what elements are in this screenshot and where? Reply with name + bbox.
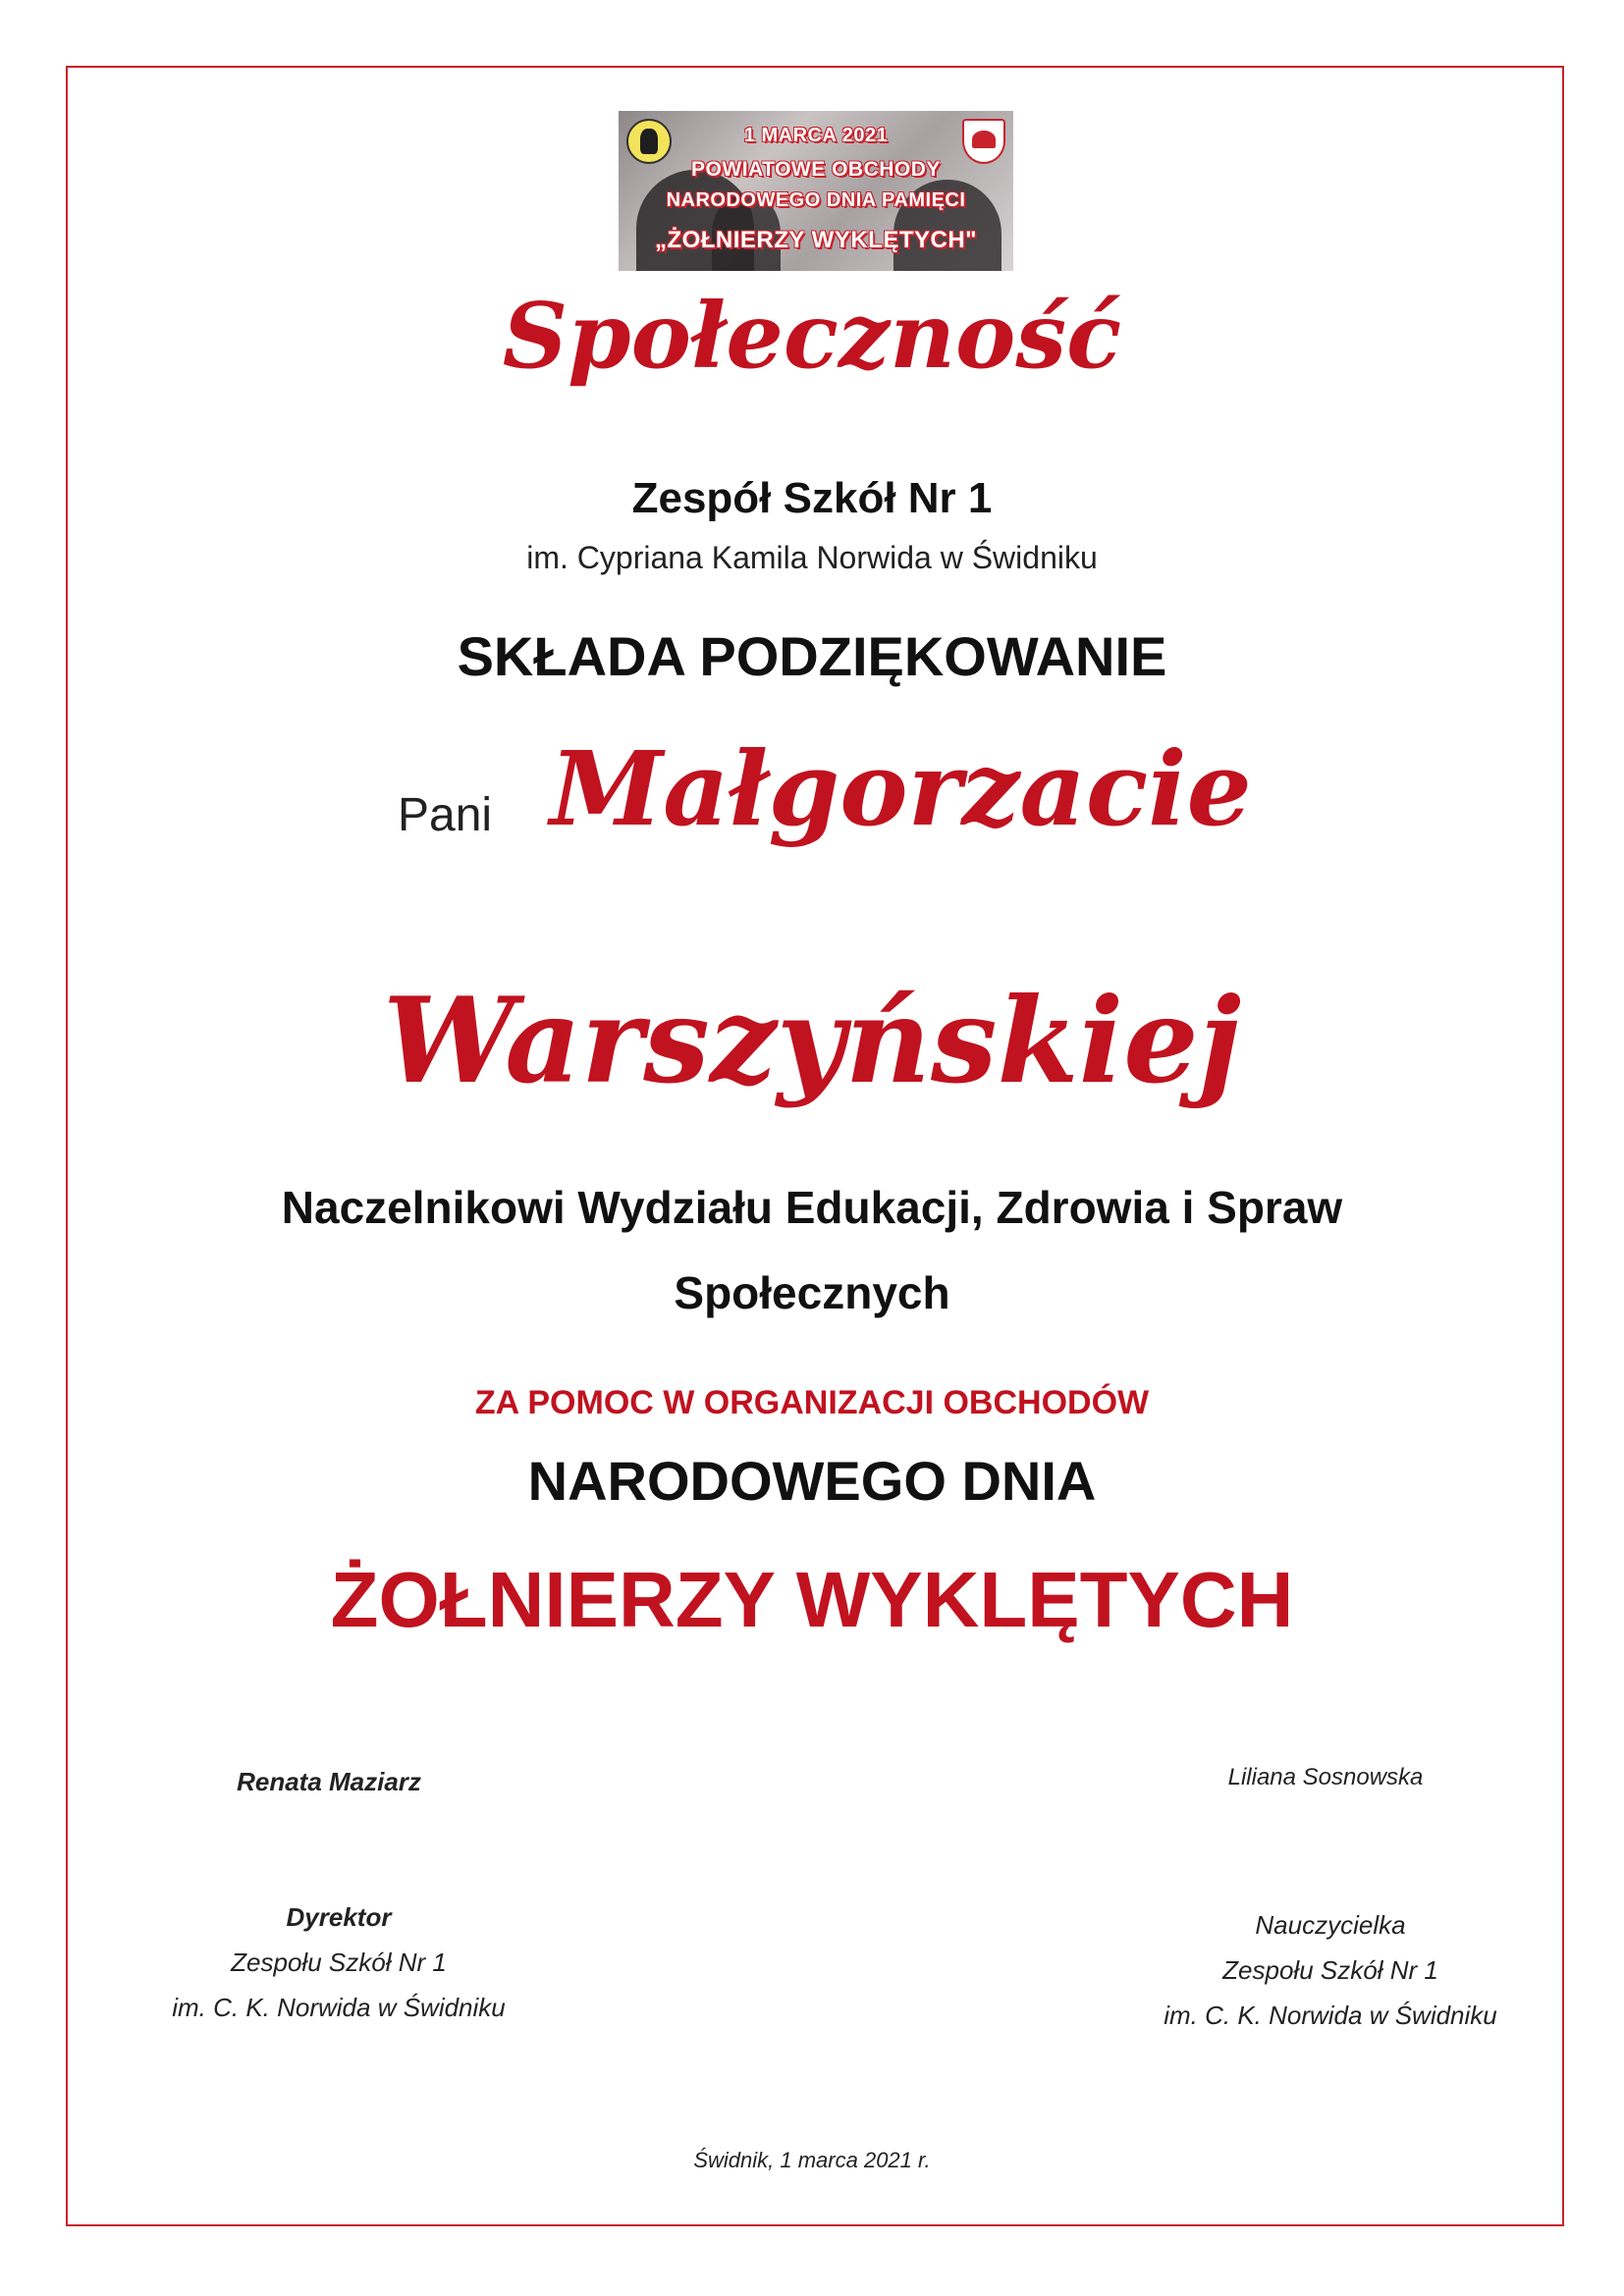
right-signer-title-block: [1100, 1902, 1561, 2038]
left-signer-title-block: [108, 1895, 569, 2030]
banner-line: POWIATOWE OBCHODY: [691, 158, 941, 181]
banner-line: NARODOWEGO DNIA PAMIĘCI: [666, 189, 966, 211]
left-signature-block: [177, 1759, 481, 1804]
right-signer-name: Liliana Sosnowska: [1227, 1764, 1424, 1790]
last-name: Warszyńskiej: [382, 972, 1242, 1110]
thanks-heading: SKŁADA PODZIĘKOWANIE: [457, 625, 1167, 687]
right-signer-org: Zespołu Szkół Nr 1: [1222, 1955, 1438, 1985]
event-line-2: ŻOŁNIERZY WYKLĘTYCH: [330, 1556, 1294, 1643]
school-patron: im. Cypriana Kamila Norwida w Świdniku: [526, 540, 1098, 575]
left-signer-role: Dyrektor: [286, 1902, 392, 1932]
school-name: Zespół Szkół Nr 1: [631, 474, 993, 522]
left-signer-place: im. C. K. Norwida w Świdniku: [172, 1993, 506, 2022]
position-line-2: Społecznych: [674, 1267, 950, 1318]
event-banner-image: [619, 111, 1013, 271]
place-date: Świdnik, 1 marca 2021 r.: [693, 2148, 931, 2172]
left-signer-org: Zespołu Szkół Nr 1: [231, 1948, 447, 1977]
reason-line: ZA POMOC W ORGANIZACJI OBCHODÓW: [474, 1384, 1150, 1421]
right-signature-block: [1164, 1755, 1488, 1800]
right-signer-place: im. C. K. Norwida w Świdniku: [1164, 2001, 1497, 2030]
event-line-1: NARODOWEGO DNIA: [527, 1450, 1097, 1512]
heading-script: Społeczność: [502, 283, 1122, 389]
honorific: Pani: [398, 789, 493, 841]
right-signer-role: Nauczycielka: [1255, 1910, 1406, 1940]
banner-line: „ŻOŁNIERZY WYKLĘTYCH": [654, 227, 978, 253]
first-name: Małgorzacie: [550, 728, 1252, 849]
position-line-1: Naczelnikowi Wydziału Edukacji, Zdrowia i Spraw: [281, 1182, 1343, 1233]
left-signer-name: Renata Maziarz: [237, 1767, 421, 1796]
banner-date: 1 MARCA 2021: [743, 125, 889, 146]
